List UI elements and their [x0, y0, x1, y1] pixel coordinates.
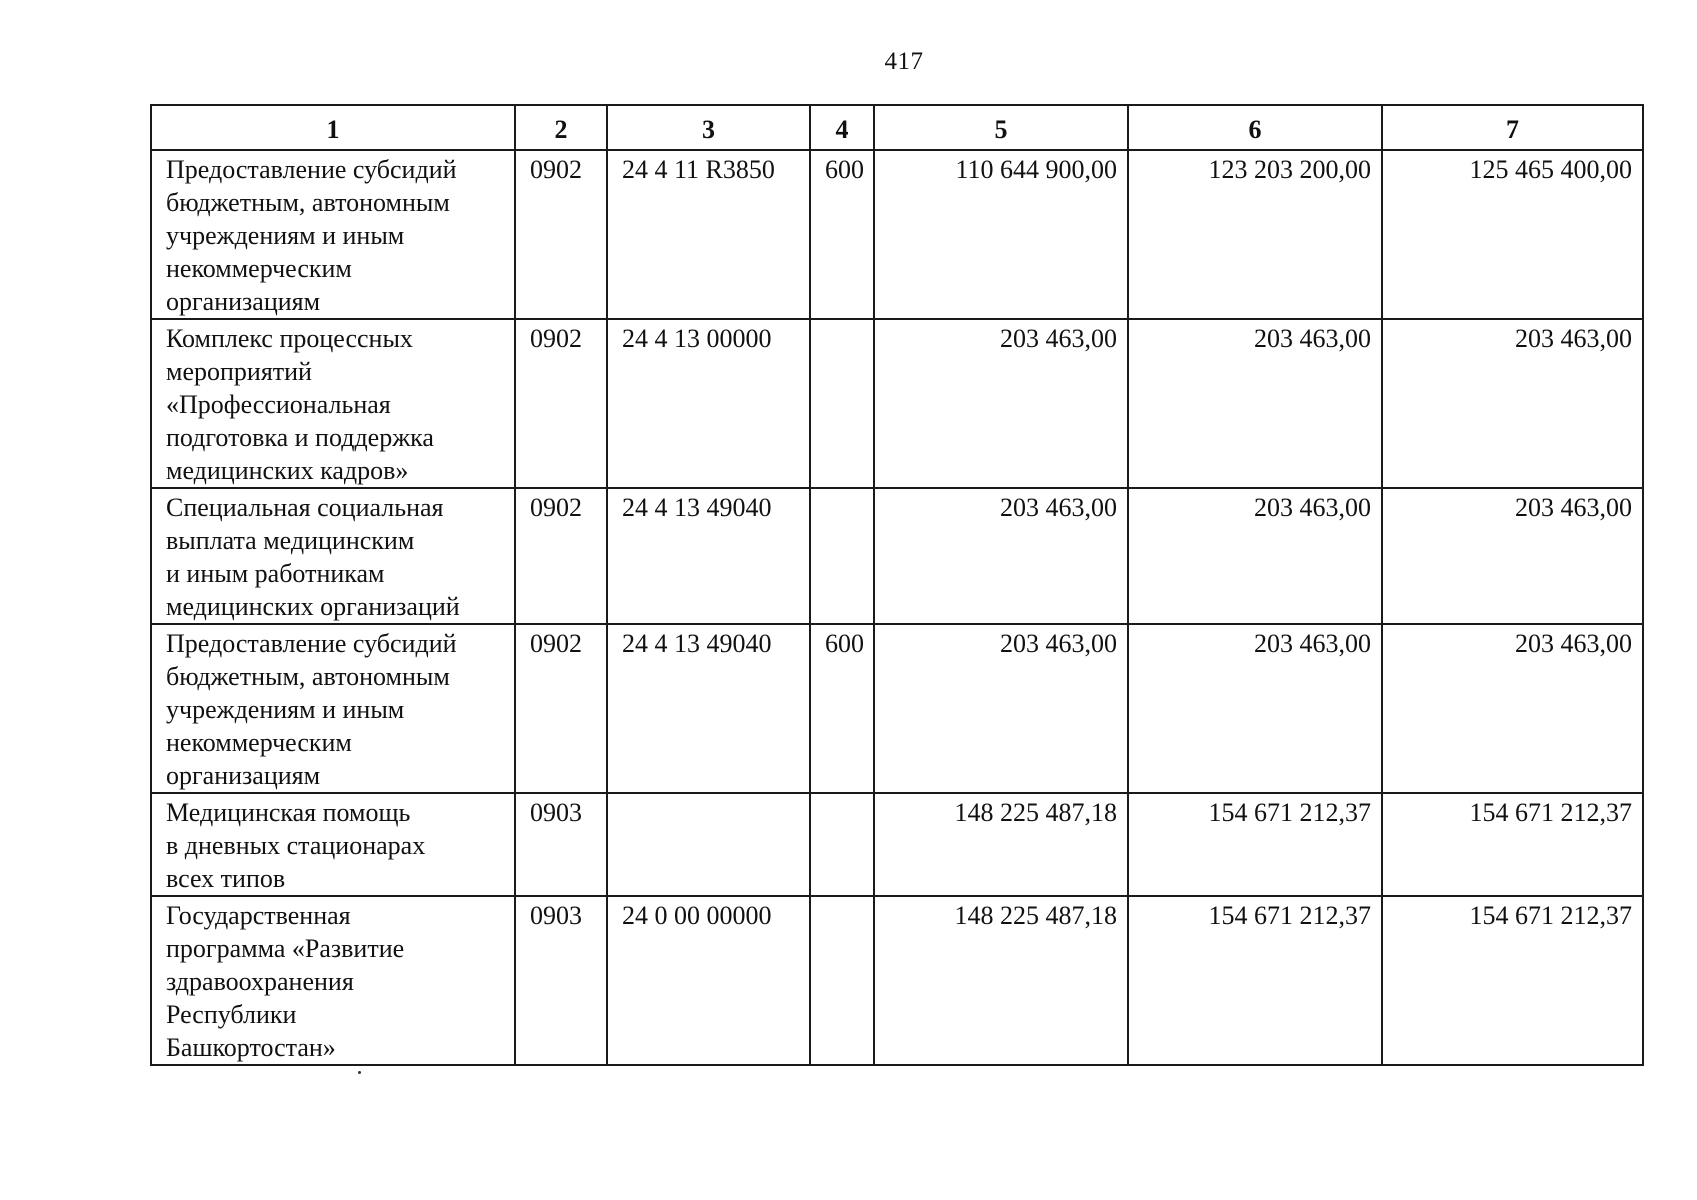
- section-code-cell: 0902: [515, 624, 607, 793]
- row-name-line: Государственная: [166, 901, 351, 930]
- column-header-7: 7: [1382, 105, 1643, 150]
- amount-year1-cell: 203 463,00: [874, 488, 1128, 624]
- row-name-line: мероприятий: [166, 357, 312, 386]
- amount-year3-cell: 125 465 400,00: [1382, 150, 1643, 319]
- table-body: [151, 150, 1643, 1065]
- amount-year1-cell: 110 644 900,00: [874, 150, 1128, 319]
- row-name-line: организациям: [166, 761, 321, 790]
- row-name-line: и иным работникам: [166, 559, 385, 588]
- amount-year1-cell: 203 463,00: [874, 319, 1128, 488]
- row-name-line: подготовка и поддержка: [166, 423, 434, 452]
- row-name-line: Республики: [166, 1000, 297, 1029]
- amount-year3-cell: 203 463,00: [1382, 624, 1643, 793]
- row-name-line: учреждениям и иным: [166, 221, 405, 250]
- amount-year2-cell: 203 463,00: [1128, 488, 1382, 624]
- expense-type-cell: 600: [810, 624, 874, 793]
- target-code-cell: 24 4 11 R3850: [607, 150, 810, 319]
- amount-year2-cell: 203 463,00: [1128, 624, 1382, 793]
- header-row: [151, 105, 1643, 150]
- row-name-line: Башкортостан»: [166, 1033, 336, 1062]
- target-code-cell: 24 4 13 00000: [607, 319, 810, 488]
- row-name-line: в дневных стационарах: [166, 831, 426, 860]
- row-name-line: некоммерческим: [166, 728, 352, 757]
- row-name-line: Медицинская помощь: [166, 798, 411, 827]
- row-name-line: некоммерческим: [166, 254, 352, 283]
- amount-year2-cell: 123 203 200,00: [1128, 150, 1382, 319]
- column-header-3: 3: [607, 105, 810, 150]
- section-code-cell: 0902: [515, 319, 607, 488]
- section-code-cell: 0902: [515, 150, 607, 319]
- row-name-line: всех типов: [166, 864, 286, 893]
- amount-year1-cell: 203 463,00: [874, 624, 1128, 793]
- row-name-line: «Профессиональная: [166, 390, 391, 419]
- section-code-cell: 0903: [515, 793, 607, 896]
- row-name-cell: [151, 793, 515, 896]
- amount-year3-cell: 154 671 212,37: [1382, 793, 1643, 896]
- section-code-cell: 0902: [515, 488, 607, 624]
- row-name-line: Предоставление субсидий: [166, 629, 457, 658]
- page-number: 417: [884, 48, 924, 75]
- amount-year1-cell: 148 225 487,18: [874, 896, 1128, 1065]
- budget-table: [150, 104, 1644, 1066]
- row-name-line: бюджетным, автономным: [166, 188, 450, 217]
- table-row: [151, 319, 1643, 488]
- column-header-5: 5: [874, 105, 1128, 150]
- row-name-line: организациям: [166, 287, 321, 316]
- column-header-4: 4: [810, 105, 874, 150]
- row-name-line: медицинских организаций: [166, 592, 460, 621]
- amount-year2-cell: 154 671 212,37: [1128, 896, 1382, 1065]
- table-row: [151, 896, 1643, 1065]
- row-name-line: Комплекс процессных: [166, 324, 413, 353]
- row-name-line: выплата медицинским: [166, 526, 415, 555]
- row-name-cell: [151, 488, 515, 624]
- table-header: [151, 105, 1643, 150]
- row-name-cell: [151, 319, 515, 488]
- table-row: [151, 150, 1643, 319]
- table-row: [151, 793, 1643, 896]
- row-name-cell: [151, 624, 515, 793]
- target-code-cell: 24 0 00 00000: [607, 896, 810, 1065]
- target-code-cell: 24 4 13 49040: [607, 488, 810, 624]
- row-name-cell: [151, 150, 515, 319]
- row-name-cell: [151, 896, 515, 1065]
- row-name-line: Предоставление субсидий: [166, 155, 457, 184]
- amount-year3-cell: 154 671 212,37: [1382, 896, 1643, 1065]
- row-name-line: программа «Развитие: [166, 934, 405, 963]
- row-name-line: медицинских кадров»: [166, 456, 409, 485]
- expense-type-cell: 600: [810, 150, 874, 319]
- row-name-line: здравоохранения: [166, 967, 354, 996]
- amount-year2-cell: 203 463,00: [1128, 319, 1382, 488]
- row-name-line: бюджетным, автономным: [166, 662, 450, 691]
- column-header-2: 2: [515, 105, 607, 150]
- expense-type-cell: [810, 793, 874, 896]
- table-row: [151, 488, 1643, 624]
- amount-year3-cell: 203 463,00: [1382, 319, 1643, 488]
- amount-year2-cell: 154 671 212,37: [1128, 793, 1382, 896]
- expense-type-cell: [810, 896, 874, 1065]
- row-name-line: учреждениям и иным: [166, 695, 405, 724]
- expense-type-cell: [810, 488, 874, 624]
- column-header-1: 1: [151, 105, 515, 150]
- section-code-cell: 0903: [515, 896, 607, 1065]
- scan-speck: [358, 1071, 361, 1074]
- amount-year1-cell: 148 225 487,18: [874, 793, 1128, 896]
- target-code-cell: 24 4 13 49040: [607, 624, 810, 793]
- expense-type-cell: [810, 319, 874, 488]
- table-row: [151, 624, 1643, 793]
- row-name-line: Специальная социальная: [166, 493, 444, 522]
- amount-year3-cell: 203 463,00: [1382, 488, 1643, 624]
- target-code-cell: [607, 793, 810, 896]
- column-header-6: 6: [1128, 105, 1382, 150]
